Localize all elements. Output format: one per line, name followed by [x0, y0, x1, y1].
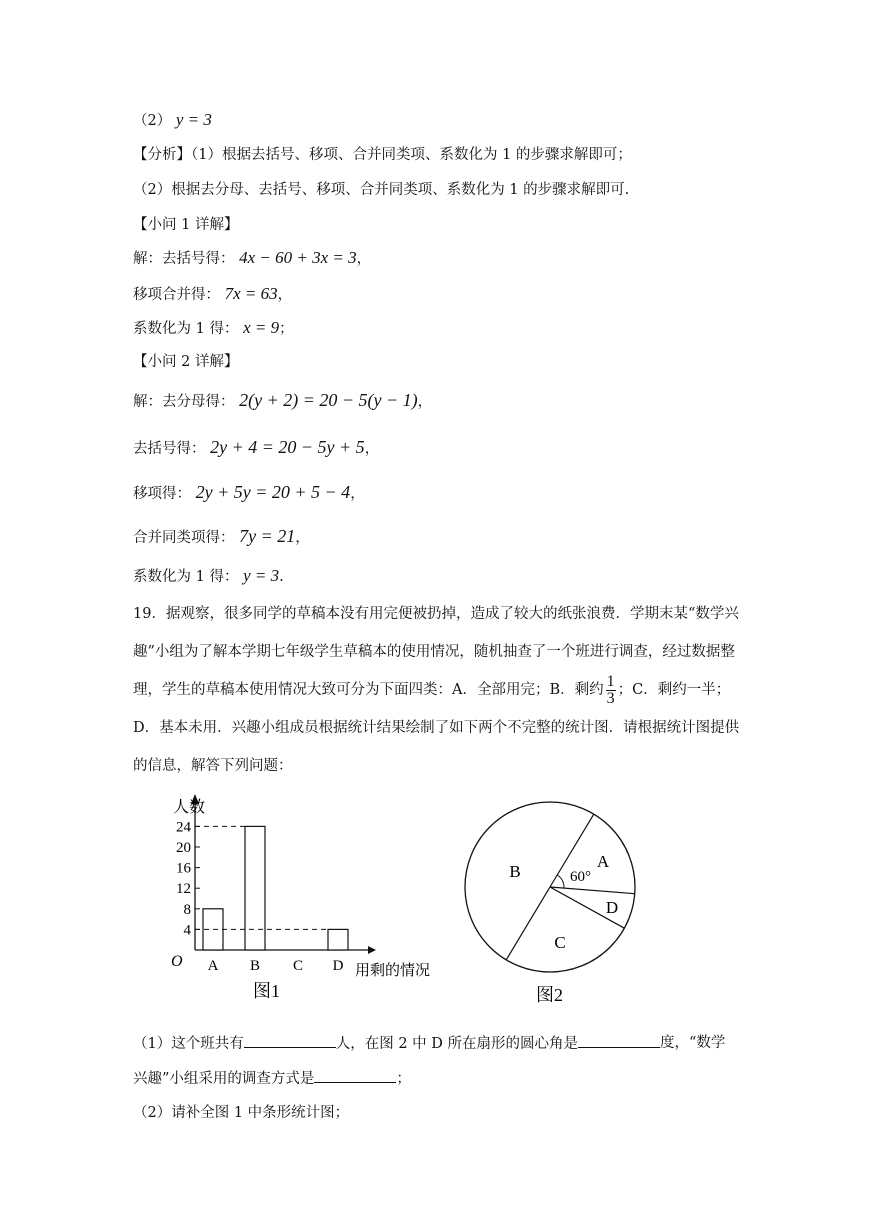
y-tick-label: 4: [183, 922, 191, 939]
q2-step-3-math: 2y + 5y = 20 + 5 − 4: [195, 482, 351, 502]
analysis-line-1: [133, 145, 632, 165]
q1-step-1: 解：去括号得： 4x − 60 + 3x = 3，: [133, 248, 372, 267]
q2-step-2-label: 去括号得：: [133, 441, 206, 457]
analysis-tag: 【分析】: [133, 147, 191, 163]
x-axis-label: 用剩的情况: [355, 963, 431, 979]
answer-blank-angle[interactable]: [578, 1033, 660, 1048]
sub-question-1-line-1: [133, 1033, 660, 1054]
q2-step-4: 合并同类项得： 7y = 21，: [133, 526, 310, 546]
q2-step-4-math: 7y = 21: [239, 526, 296, 546]
y-tick-label: 24: [176, 819, 191, 836]
q2-step-1: 解：去分母得： 2(y + 2) = 20 − 5(y − 1)，: [133, 390, 433, 410]
q1-step-1-math: 4x − 60 + 3x = 3: [239, 248, 357, 267]
q1-step-3-label: 系数化为 1 得：: [133, 321, 239, 337]
y-tick-label: 8: [183, 901, 191, 918]
y-tick-label: 12: [176, 881, 191, 898]
y-tick-label: 20: [176, 840, 191, 856]
figure-2-pie-chart: [460, 790, 680, 1010]
sub-question-2: （2）请补全图 1 中条形统计图；: [133, 1105, 350, 1121]
q2-title: 【小问 2 详解】: [133, 354, 239, 370]
q1-step-3-math: x = 9: [243, 318, 280, 337]
y-tick-label: 16: [176, 860, 191, 877]
q2-step-2-math: 2y + 4 = 20 − 5y + 5: [210, 437, 365, 457]
answer-blank-method[interactable]: [314, 1068, 396, 1083]
slice-label: B: [509, 862, 521, 881]
analysis-text-1: （1）根据去括号、移项、合并同类项、系数化为 1 的步骤求解即可；: [191, 147, 632, 163]
q1-step-2: 移项合并得： 7x = 63，: [133, 284, 293, 303]
q2-step-5-label: 系数化为 1 得：: [133, 569, 239, 585]
q2-step-1-math: 2(y + 2) = 20 − 5(y − 1): [239, 390, 418, 410]
q1-step-1-label: 解：去括号得：: [133, 251, 235, 267]
bar: [245, 826, 265, 950]
x-tick-label: B: [249, 958, 261, 974]
sub-question-1-line-2: 兴趣”小组采用的调查方式是 ；: [133, 1068, 411, 1089]
problem-19-text-b: ；C．剩约一半；D．基本未用．兴趣小组成员根据统计结果绘制了如下两个不完整的统计图．请根据统计图提供的信息，解答下列问题：: [133, 682, 740, 774]
x-tick-label: A: [207, 958, 219, 974]
fraction-numerator: 1: [606, 672, 615, 690]
q2-step-5-math: y = 3: [243, 566, 280, 585]
angle-label: 60°: [570, 869, 591, 885]
x-tick-label: C: [292, 958, 304, 974]
q1-step-2-label: 移项合并得：: [133, 287, 220, 303]
part2-answer: y = 3: [175, 110, 212, 129]
q1-step-3: 系数化为 1 得： x = 9；: [133, 318, 294, 337]
q1-title: 【小问 1 详解】: [133, 217, 239, 233]
part2-prefix: （2）: [133, 113, 172, 129]
y-axis-label: 人数: [173, 799, 206, 816]
sub1-text-a: （1）这个班共有: [133, 1036, 244, 1052]
slice-label: C: [554, 933, 566, 952]
problem-19-text-a: 19．据观察，很多同学的草稿本没有用完便被扔掉，造成了较大的纸张浪费．学期末某“数学兴趣”小组为了解本学期七年级学生草稿本的使用情况，随机抽查了一个班进行调查，经过数据整理，学生的草稿本使用情况大致可分为下面四类：A．全部用完；B．剩约: [133, 606, 739, 698]
q2-step-3: 移项得： 2y + 5y = 20 + 5 − 4，: [133, 482, 365, 502]
analysis-line-2: （2）根据去分母、去括号、移项、合并同类项、系数化为 1 的步骤求解即可.: [133, 182, 630, 198]
fraction-one-third: [606, 674, 616, 707]
figure-2-caption: 图2: [536, 985, 563, 1005]
fraction-denominator: 3: [606, 689, 615, 707]
bar: [328, 929, 348, 950]
answer-blank-total[interactable]: [244, 1033, 336, 1048]
q2-step-3-label: 移项得：: [133, 486, 191, 502]
q2-step-5: 系数化为 1 得： y = 3.: [133, 566, 284, 585]
slice-label: A: [596, 852, 610, 871]
part2-answer-line: [133, 110, 212, 131]
q2-step-1-label: 解：去分母得：: [133, 394, 235, 410]
q1-step-2-math: 7x = 63: [224, 284, 278, 303]
sub1-text-d: ；: [396, 1071, 411, 1087]
figure-1-caption: 图1: [253, 981, 280, 1001]
slice-label: D: [605, 898, 619, 917]
x-axis-arrow: [368, 946, 376, 954]
q2-step-4-label: 合并同类项得：: [133, 530, 235, 546]
figure-1-bar-chart: [150, 790, 450, 1010]
problem-19-text: [133, 595, 743, 785]
origin-label: O: [171, 953, 183, 970]
sub1-text-b: 人，在图 2 中 D 所在扇形的圆心角是: [335, 1036, 579, 1052]
sub1-degree-text: 度，“数学: [660, 1035, 726, 1051]
q2-step-2: 去括号得： 2y + 4 = 20 − 5y + 5，: [133, 437, 380, 457]
x-tick-label: D: [332, 958, 344, 974]
